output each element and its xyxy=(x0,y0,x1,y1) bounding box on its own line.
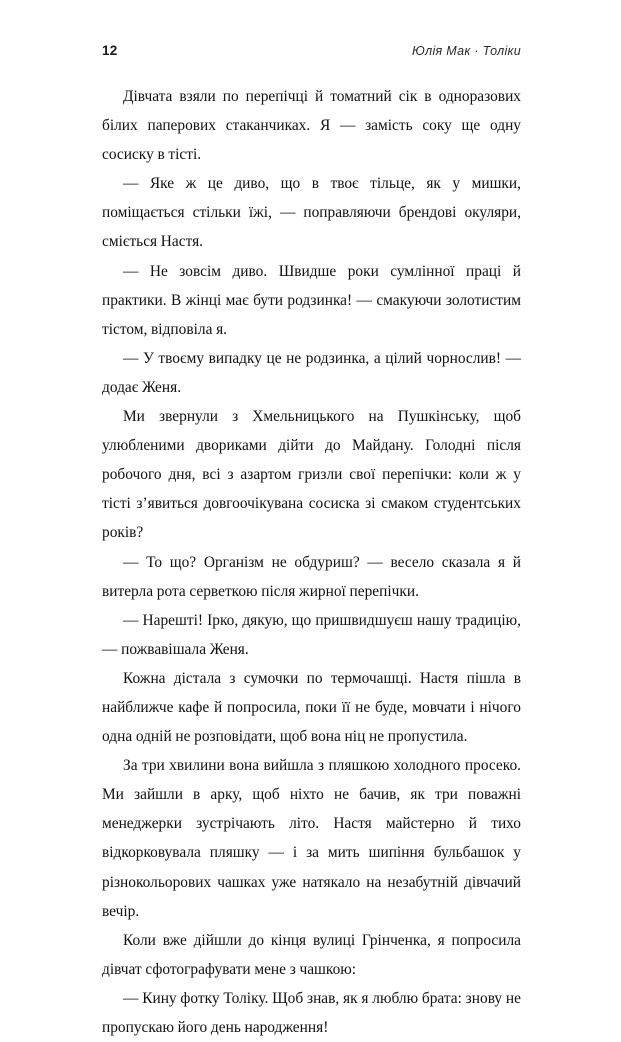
paragraph: — Кину фотку Толіку. Щоб знав, як я люблю брата: знову не пропускаю його день народження! xyxy=(102,989,521,1036)
paragraph: — Яке ж це диво, що в твоє тільце, як у мишки, поміщається стільки їжі, — поправляючи брендові окуляри, сміється Настя. xyxy=(102,175,521,251)
paragraph: Ми звернули з Хмельницького на Пушкінську, щоб улюбленими двориками дійти до Майдану. Голодні після робочого дня, всі з азартом гризли свої перепічки: коли ж у тісті з’явиться довгоочікувана сосиска зі смаком студентських років? xyxy=(102,408,521,542)
paragraph: — Нарешті! Ірко, дякую, що пришвидшуєш нашу традицію, — пожвавішала Женя. xyxy=(102,611,521,658)
paragraph: Дівчата взяли по перепічці й томатний сік в одноразових білих паперових стаканчиках. Я — замість соку ще одну сосиску в тісті. xyxy=(102,88,521,164)
running-head xyxy=(102,44,521,66)
page-number: 12 xyxy=(102,43,118,58)
paragraph: Кожна дістала з сумочки по термочашці. Настя пішла в найближче кафе й попросила, поки її не буде, мовчати і нічого одна одній не розповідати, щоб вона ніц не пропустила. xyxy=(102,669,521,746)
paragraph: — То що? Організм не обдуриш? — весело сказала я й витерла рота серветкою після жирної перепічки. xyxy=(102,553,521,600)
paragraph: Коли вже дійшли до кінця вулиці Грінченка, я попросила дівчат сфотографувати мене з чашкою: xyxy=(102,931,521,978)
paragraph: — Не зовсім диво. Швидше роки сумлінної праці й практики. В жінці має бути родзинка! — смакуючи золотистим тістом, відповіла я. xyxy=(102,262,521,338)
running-title: Юлія Мак · Толіки xyxy=(412,44,521,58)
body-text-block xyxy=(102,82,521,1042)
paragraph: — У твоєму випадку це не родзинка, а цілий чорнослив! — додає Женя. xyxy=(102,349,521,396)
paragraph: За три хвилини вона вийшла з пляшкою холодного просеко. Ми зайшли в арку, щоб ніхто не бачив, як три поважні менеджерки зустрічають літо. Настя майстерно й тихо відкорковувала пляшку — і за мить шипіння бульбашок у різнокольорових чашках уже натякало на незабутній дівчачий вечір. xyxy=(102,757,521,920)
